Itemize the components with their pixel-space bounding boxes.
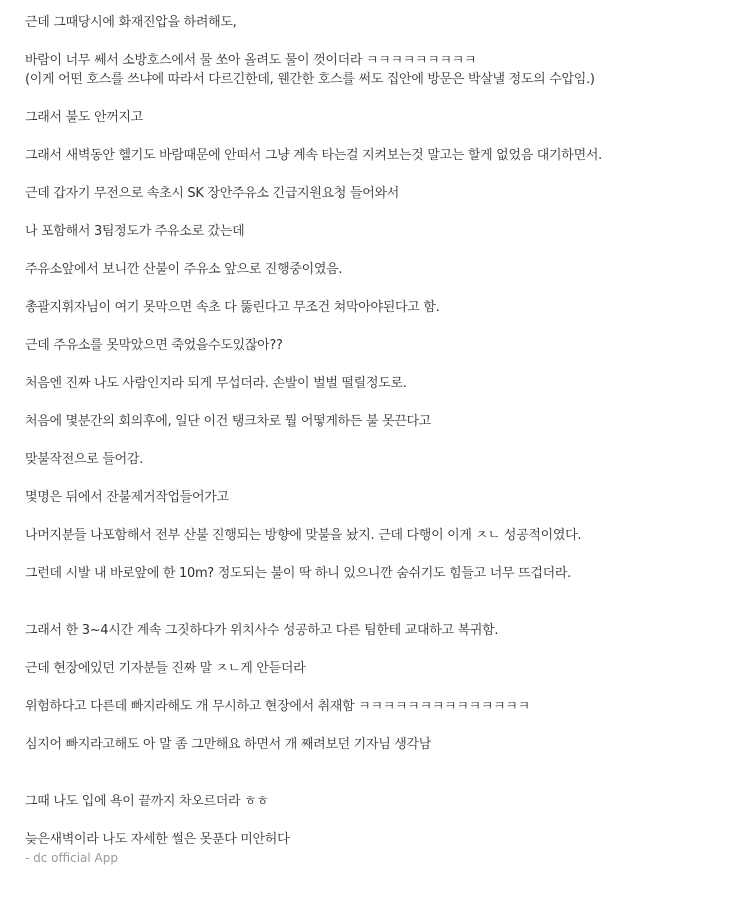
post-line: (이게 어떤 호스를 쓰냐에 따라서 다르긴한데, 웬간한 호스를 써도 집안에 방문은 박살낼 정도의 수압임.) — [25, 72, 595, 87]
post-line: 그래서 새벽동안 헬기도 바람때문에 안떠서 그냥 계속 타는걸 지켜보는것 말고는 할게 없었음 대기하면서. — [25, 148, 602, 163]
post-line: 근데 주유소를 못막았으면 죽었을수도있잖아?? — [25, 338, 283, 353]
post-line: 총괄지휘자님이 여기 못막으면 속초 다 뚫린다고 무조건 쳐막아야된다고 함. — [25, 300, 440, 315]
post-line: 근데 갑자기 무전으로 속초시 SK 장안주유소 긴급지원요청 들어와서 — [25, 186, 399, 201]
post-line: 위험하다고 다른데 빠지라해도 개 무시하고 현장에서 취재함 ㅋㅋㅋㅋㅋㅋㅋㅋㅋㅋㅋㅋㅋㅋ — [25, 699, 530, 714]
post-line: 나머지분들 나포함해서 전부 산불 진행되는 방향에 맞불을 놨지. 근데 다행이 이게 ㅈㄴ 성공적이였다. — [25, 528, 582, 543]
post-line: 그때 나도 입에 욕이 끝까지 차오르더라 ㅎㅎ — [25, 794, 269, 809]
post-line: 심지어 빠지라고해도 아 말 좀 그만해요 하면서 개 째려보던 기자님 생각남 — [25, 737, 432, 752]
post-line: 그래서 불도 안꺼지고 — [25, 110, 143, 125]
app-signature: - dc official App — [25, 851, 118, 865]
post-line: 나 포함해서 3팀정도가 주유소로 갔는데 — [25, 224, 245, 239]
post-line: 바람이 너무 쎄서 소방호스에서 물 쏘아 올려도 물이 껏이더라 ㅋㅋㅋㅋㅋㅋㅋㅋㅋ — [25, 53, 477, 68]
post-line: 늦은새벽이라 나도 자세한 썰은 못푼다 미안허다 — [25, 832, 290, 847]
post-line: 몇명은 뒤에서 잔불제거작업들어가고 — [25, 490, 229, 505]
post-line: 근데 현장에있던 기자분들 진짜 말 ㅈㄴ게 안듣더라 — [25, 661, 306, 676]
post-line: 주유소앞에서 보니깐 산불이 주유소 앞으로 진행중이였음. — [25, 262, 343, 277]
post-line: 그런데 시발 내 바로앞에 한 10m? 정도되는 불이 딱 하니 있으니깐 숨쉬기도 힘들고 너무 뜨겁더라. — [25, 566, 571, 581]
post-line: 근데 그때당시에 화재진압을 하려해도, — [25, 15, 237, 30]
post-line: 맞불작전으로 들어감. — [25, 452, 143, 467]
post-line: 처음엔 진짜 나도 사람인지라 되게 무섭더라. 손발이 벌벌 떨릴정도로. — [25, 376, 407, 391]
post-line: 처음에 몇분간의 회의후에, 일단 이건 탱크차로 뭘 어떻게하든 불 못끈다고 — [25, 414, 432, 429]
post-line: 그래서 한 3~4시간 계속 그짓하다가 위치사수 성공하고 다른 팀한테 교대하고 복귀함. — [25, 623, 499, 638]
